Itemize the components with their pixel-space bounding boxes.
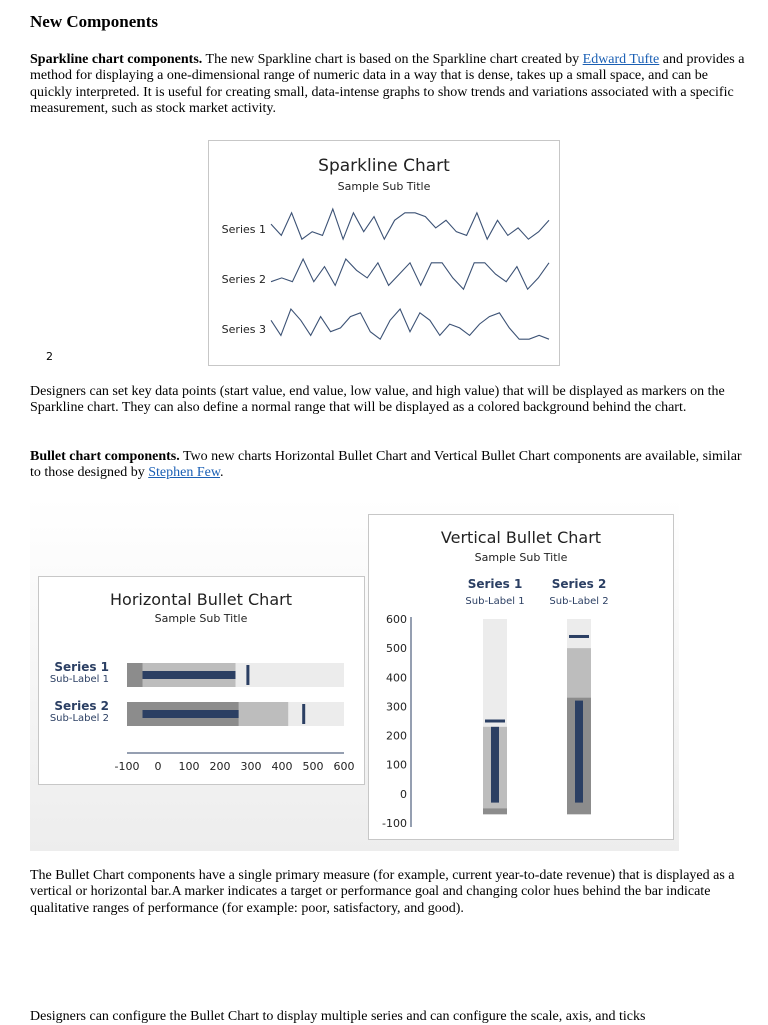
vbullet-measure-bar-1 (491, 727, 499, 803)
vbullet-tick-label: 0 (400, 787, 407, 801)
vertical-bullet-title: Vertical Bullet Chart (440, 528, 602, 547)
vbullet-sublabel-2: Sub-Label 2 (549, 596, 609, 607)
sparkline-series-label-1: Series 1 (221, 223, 266, 236)
hbullet-tick-label: 300 (240, 760, 262, 773)
bullet-intro-text-2: . (220, 465, 224, 481)
hbullet-tick-label: 500 (302, 760, 324, 773)
sparkline-subtitle: Sample Sub Title (337, 180, 431, 193)
sparkline-intro-paragraph (30, 52, 745, 118)
sparkline-series-line-3 (271, 309, 549, 339)
hbullet-measure-bar-2 (143, 710, 239, 718)
vbullet-series-name-1: Series 1 (467, 577, 523, 591)
page-number: 2 (46, 350, 53, 363)
vbullet-tick-label: -100 (382, 817, 407, 830)
vbullet-target-marker-2 (569, 635, 589, 638)
sparkline-intro-text-1: The new Sparkline chart is based on the Sparkline chart created by (202, 52, 583, 67)
sparkline-intro-bold: Sparkline chart components. (30, 52, 203, 67)
hbullet-sublabel-1: Sub-Label 1 (49, 674, 109, 685)
hbullet-series-name-2: Series 2 (54, 699, 109, 713)
horizontal-bullet-title: Horizontal Bullet Chart (110, 590, 292, 609)
bullet-intro-text-1: Two new charts Horizontal Bullet Chart and Vertical Bullet Chart components are available, similar to those designed by (30, 449, 742, 481)
hbullet-tick-label: 0 (154, 760, 162, 773)
hbullet-tick-label: 100 (178, 760, 200, 773)
sparkline-series-label-2: Series 2 (221, 273, 266, 286)
vbullet-tick-label: 100 (386, 758, 407, 772)
vbullet-tick-label: 400 (386, 671, 407, 685)
sparkline-intro-text-2: and provides a method for displaying a one-dimensional range of numeric data in a way that is dense, takes up a small space, and can be quickly interpreted. It is useful for creating small, data-intense graphs to show trends and variations associated with a specific measurement, such as stock market activity. (30, 52, 745, 117)
hbullet-measure-bar-1 (143, 671, 236, 679)
edward-tufte-link[interactable]: Edward Tufte (582, 52, 660, 67)
designers-markers-paragraph: Designers can set key data points (start value, end value, low value, and high value) that will be displayed as markers on the Sparkline chart. They can also define a normal range that will be displayed as a colored background behind the chart. (30, 384, 725, 416)
horizontal-bullet-chart (38, 576, 365, 785)
vbullet-range-poor-1 (483, 808, 507, 814)
section-heading: New Components (30, 12, 158, 31)
hbullet-series-name-1: Series 1 (54, 660, 109, 674)
vertical-bullet-chart (368, 514, 674, 840)
vbullet-series-name-2: Series 2 (551, 577, 607, 591)
bullet-intro-bold: Bullet chart components. (30, 449, 180, 464)
sparkline-series-line-1 (271, 209, 549, 239)
sparkline-chart (208, 140, 560, 366)
hbullet-sublabel-2: Sub-Label 2 (49, 713, 109, 724)
bullet-intro-paragraph (30, 449, 745, 482)
hbullet-target-marker-2 (302, 704, 305, 724)
vbullet-measure-bar-2 (575, 701, 583, 803)
sparkline-series-line-2 (271, 259, 549, 289)
sparkline-series-label-3: Series 3 (221, 323, 266, 336)
hbullet-tick-label: -100 (114, 760, 140, 773)
vbullet-target-marker-1 (485, 720, 505, 723)
horizontal-bullet-subtitle: Sample Sub Title (154, 612, 248, 625)
stephen-few-link[interactable]: Stephen Few (148, 465, 221, 481)
vbullet-tick-label: 200 (386, 729, 407, 743)
hbullet-range-poor-1 (127, 663, 143, 687)
sparkline-title: Sparkline Chart (318, 156, 450, 176)
hbullet-tick-label: 600 (333, 760, 355, 773)
vertical-bullet-svg (369, 515, 673, 839)
vertical-bullet-subtitle: Sample Sub Title (474, 551, 568, 564)
vbullet-tick-label: 600 (386, 613, 407, 626)
sparkline-chart-svg (209, 141, 559, 365)
bullet-desc-paragraph: The Bullet Chart components have a single primary measure (for example, current year-to-date revenue) that is displayed as a vertical or horizontal bar.A marker indicates a target or performance goal and changing color hues behind the bar indicate qualitative ranges of performance (for example: poor, satisfactory, and good). (30, 868, 735, 916)
vbullet-sublabel-1: Sub-Label 1 (465, 596, 525, 607)
horizontal-bullet-svg (39, 577, 364, 784)
designers-configure-paragraph: Designers can configure the Bullet Chart to display multiple series and can configure the scale, axis, and ticks (30, 1009, 646, 1024)
hbullet-tick-label: 200 (209, 760, 231, 773)
hbullet-target-marker-1 (246, 665, 249, 685)
vbullet-tick-label: 500 (386, 642, 407, 656)
vbullet-tick-label: 300 (386, 700, 407, 714)
hbullet-tick-label: 400 (271, 760, 293, 773)
